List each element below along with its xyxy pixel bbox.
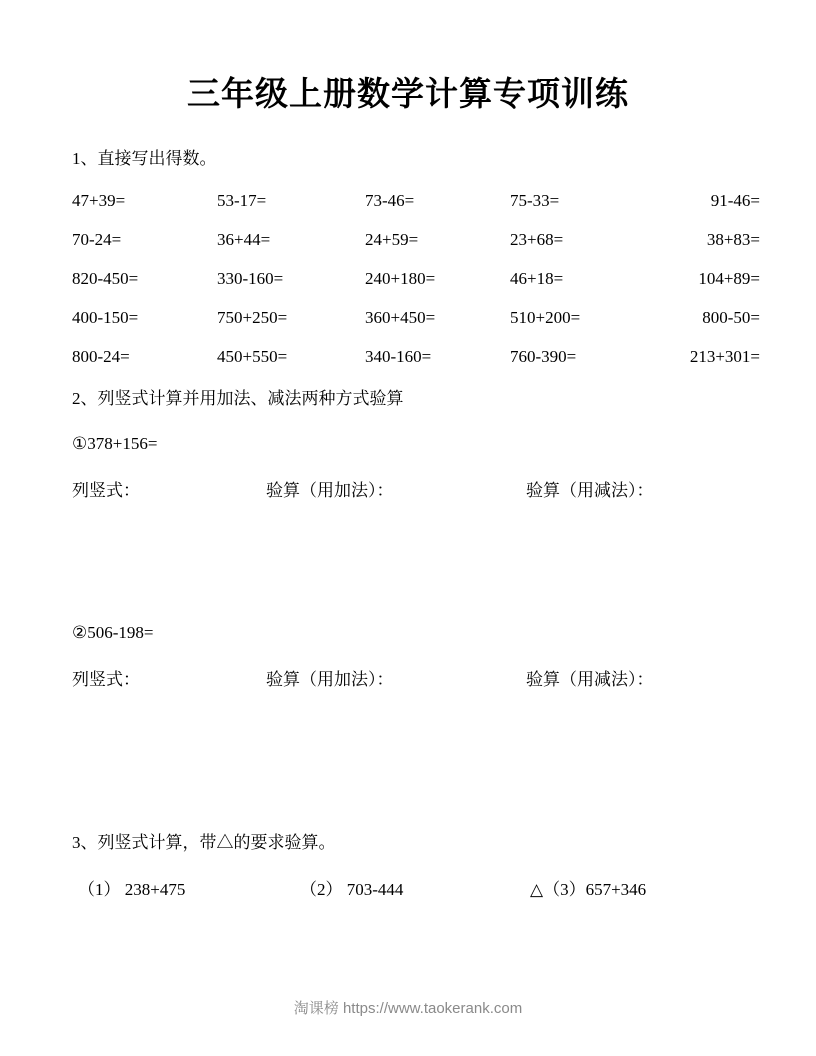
- section-2-problem-1-work-labels: [72, 476, 816, 501]
- expression: 760-390=: [510, 347, 577, 367]
- expression: 47+39=: [72, 191, 126, 211]
- section-2-problem-2-work-labels: [72, 665, 816, 690]
- expression: 213+301=: [689, 347, 760, 367]
- expression: 75-33=: [510, 191, 560, 211]
- problem-item: （2） 703-444: [300, 879, 404, 899]
- expression: 46+18=: [510, 269, 564, 289]
- expression: 23+68=: [510, 230, 564, 250]
- check-by-addition-label: 验算（用加法）：: [266, 480, 394, 500]
- expression: 800-50=: [702, 308, 760, 328]
- expression: 820-450=: [72, 269, 139, 289]
- page-title: 三年级上册数学计算专项训练: [187, 77, 629, 113]
- expression: 800-24=: [72, 347, 130, 367]
- section-3-problems: [78, 875, 816, 900]
- answer-space: [0, 501, 816, 601]
- expression: 400-150=: [72, 308, 139, 328]
- vertical-form-label: 列竖式：: [72, 480, 140, 500]
- vertical-form-label: 列竖式：: [72, 669, 140, 689]
- table-row: [72, 347, 760, 367]
- expression: 38+83=: [706, 230, 760, 250]
- expression: 24+59=: [365, 230, 419, 250]
- check-by-subtraction-label: 验算（用减法）：: [526, 669, 654, 689]
- table-row: [72, 230, 760, 250]
- expression: 340-160=: [365, 347, 432, 367]
- oral-calculation-grid: [72, 191, 760, 367]
- expression: 36+44=: [217, 230, 271, 250]
- expression: 91-46=: [710, 191, 760, 211]
- table-row: [72, 269, 760, 289]
- section-2-problem-2-label: ②506-198=: [72, 622, 154, 642]
- check-by-addition-label: 验算（用加法）：: [266, 669, 394, 689]
- expression: 53-17=: [217, 191, 267, 211]
- problem-item: （1） 238+475: [78, 879, 186, 899]
- table-row: [72, 191, 760, 211]
- expression: 104+89=: [698, 269, 760, 289]
- expression: 240+180=: [365, 269, 436, 289]
- section-3-heading: 3、列竖式计算，带△的要求验算。: [72, 832, 336, 852]
- footer-watermark: 淘课榜 https://www.taokerank.com: [293, 1000, 523, 1017]
- expression: 70-24=: [72, 230, 122, 250]
- problem-item: △（3）657+346: [530, 879, 647, 899]
- section-2-problem-1-label: ①378+156=: [72, 433, 158, 453]
- answer-space: [0, 690, 816, 802]
- section-2-heading: 2、列竖式计算并用加法、减法两种方式验算: [72, 389, 404, 409]
- check-by-subtraction-label: 验算（用减法）：: [526, 480, 654, 500]
- table-row: [72, 308, 760, 328]
- expression: 510+200=: [510, 308, 581, 328]
- expression: 330-160=: [217, 269, 284, 289]
- expression: 73-46=: [365, 191, 415, 211]
- expression: 360+450=: [365, 308, 436, 328]
- section-1-heading: 1、直接写出得数。: [72, 148, 217, 168]
- expression: 750+250=: [217, 308, 288, 328]
- expression: 450+550=: [217, 347, 288, 367]
